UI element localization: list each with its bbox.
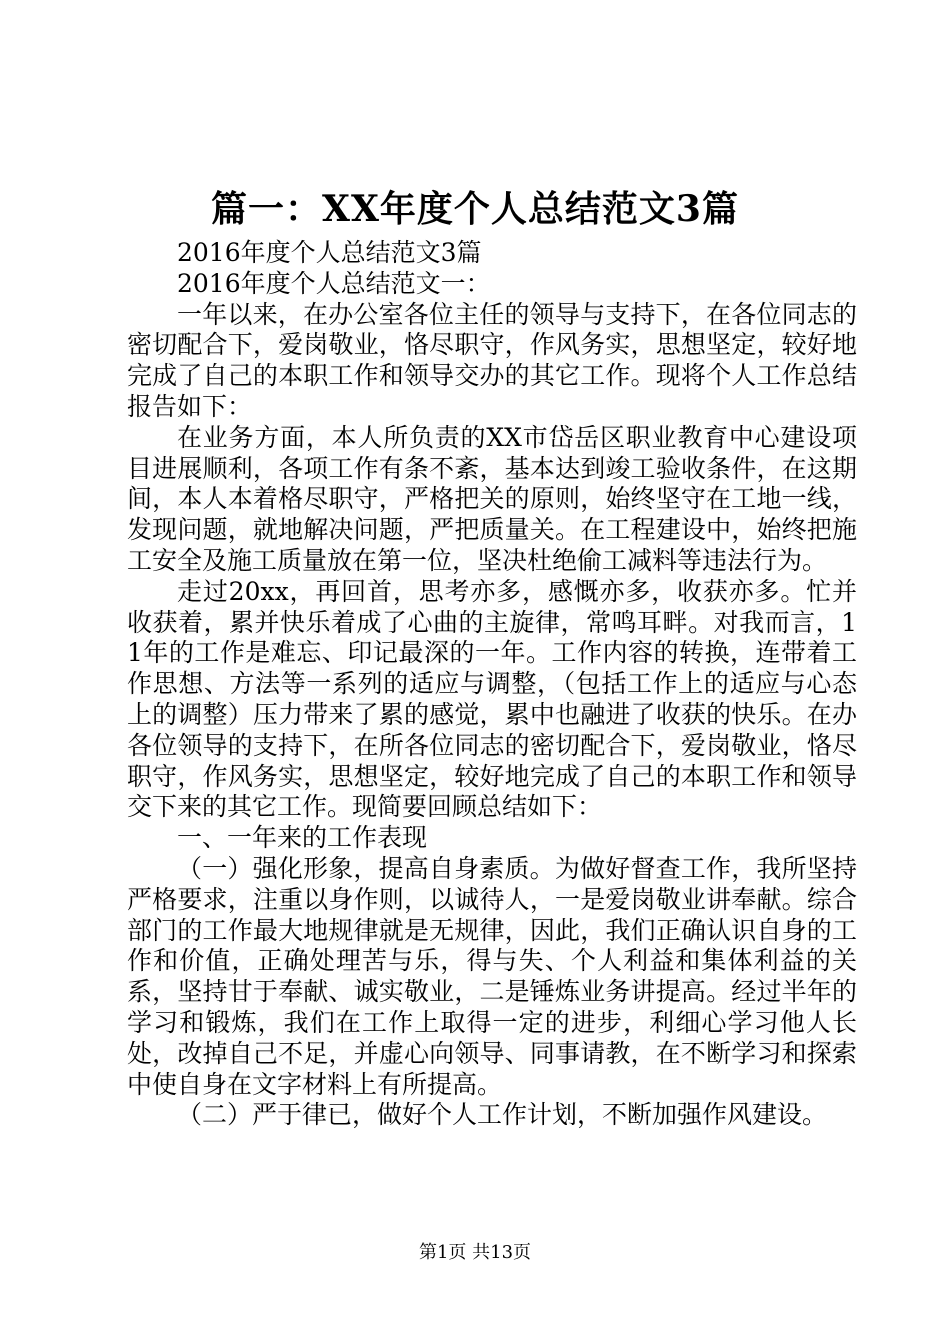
paragraph: 在业务方面，本人所负责的XX市岱岳区职业教育中心建设项目进展顺利，各项工作有条不紊，基本达到竣工验收条件，在这期间，本人本着格尽职守，严格把关的原则，始终坚守在工地一线，发现问题，就地解决问题，严把质量关。在工程建设中，始终把施工安全及施工质量放在第一位，坚决杜绝偷工减料等违法行为。 <box>127 422 857 575</box>
paragraph: （一）强化形象，提高自身素质。为做好督查工作，我所坚持严格要求，注重以身作则，以诚待人，一是爱岗敬业讲奉献。综合部门的工作最大地规律就是无规律，因此，我们正确认识自身的工作和价值，正确处理苦与乐，得与失、个人利益和集体利益的关系，坚持甘于奉献、诚实敬业，二是锤炼业务讲提高。经过半年的学习和锻炼，我们在工作上取得一定的进步，利细心学习他人长处，改掉自己不足，并虚心向领导、同事请教，在不断学习和探索中使自身在文字材料上有所提高。 <box>127 853 857 1099</box>
section-heading: 一、一年来的工作表现 <box>177 823 428 853</box>
paragraph: （二）严于律已，做好个人工作计划，不断加强作风建设。 <box>177 1100 828 1130</box>
paragraph: 一年以来，在办公室各位主任的领导与支持下，在各位同志的密切配合下，爱岗敬业，恪尽职守，作风务实，思想坚定，较好地完成了自己的本职工作和领导交办的其它工作。现将个人工作总结报告如下： <box>127 299 857 421</box>
paragraph: 走过20xx，再回首，思考亦多，感慨亦多，收获亦多。忙并收获着，累并快乐着成了心曲的主旋律，常鸣耳畔。对我而言，11年的工作是难忘、印记最深的一年。工作内容的转换，连带着工作思想、方法等一系列的适应与调整，（包括工作上的适应与心态上的调整）压力带来了累的感觉，累中也融进了收获的快乐。在办各位领导的支持下，在所各位同志的密切配合下，爱岗敬业，恪尽职守，作风务实，思想坚定，较好地完成了自己的本职工作和领导交下来的其它工作。现简要回顾总结如下： <box>127 576 857 822</box>
document-body <box>127 238 857 1131</box>
paragraph: 2016年度个人总结范文3篇 <box>177 238 482 267</box>
page-footer: 第1页 共13页 <box>418 1242 532 1263</box>
paragraph: 2016年度个人总结范文一： <box>177 268 491 298</box>
document-title: 篇一：XX年度个人总结范文3篇 <box>211 188 739 230</box>
